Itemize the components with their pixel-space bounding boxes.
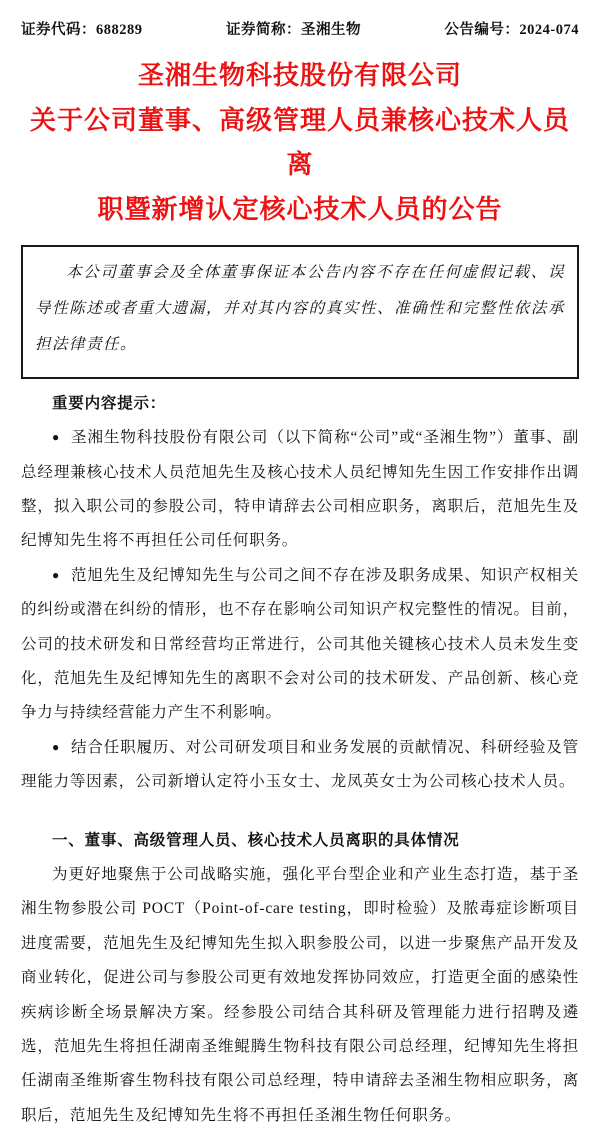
document-title: [21, 53, 579, 232]
important-notice-heading: 重要内容提示：: [52, 394, 167, 412]
bullet-icon: ●: [52, 430, 61, 445]
bullet-icon: ●: [52, 567, 61, 582]
document-title-line-1: 圣湘生物科技股份有限公司: [137, 60, 462, 90]
bullet-icon: ●: [52, 739, 61, 754]
announcement-number: [444, 18, 579, 39]
section-1-paragraph: 为更好地聚焦于公司战略实施，强化平台型企业和产业生态打造，基于圣湘生物参股公司 POCT（Point-of-care testing，即时检验）及脓毒症诊断项目进度需要，范旭先生及纪博知先生拟入职参股公司，以进一步聚焦产品开发及商业转化，促进公司与参股公司更有效地发挥协同效应，打造更全面的感染性疾病诊断全场景解决方案。经参股公司结合其科研及管理能力进行招聘及遴选，范旭先生将担任湖南圣维鲲腾生物科技有限公司总经理，纪博知先生将担任湖南圣维斯睿生物科技有限公司总经理，特申请辞去圣湘生物相应职务，离职后，范旭先生及纪博知先生将不再担任圣湘生物任何职务。: [21, 866, 579, 1124]
announcement-number-value: 2024-074: [519, 22, 579, 38]
notice-bullet-3: [21, 731, 579, 800]
stock-code-label: 证券代码：: [21, 22, 96, 38]
notice-bullet-2: [21, 559, 579, 731]
notice-bullet-1-text: 圣湘生物科技股份有限公司（以下简称“公司”或“圣湘生物”）董事、副总经理兼核心技术人员范旭先生及核心技术人员纪博知先生因工作安排作出调整，拟入职公司的参股公司，特申请辞去公司相应职务，离职后，范旭先生及纪博知先生将不再担任公司任何职务。: [21, 429, 579, 550]
stock-code: [21, 18, 143, 39]
document-body: [21, 387, 579, 1133]
board-disclaimer-box: [21, 245, 579, 379]
stock-abbr-value: 圣湘生物: [300, 22, 361, 38]
notice-bullet-2-text: 范旭先生及纪博知先生与公司之间不存在涉及职务成果、知识产权相关的纠纷或潜在纠纷的情形，也不存在影响公司知识产权完整性的情况。目前，公司的技术研发和日常经营均正常进行，公司其他关键核心技术人员未发生变化，范旭先生及纪博知先生的离职不会对公司的技术研发、产品创新、核心竞争力与持续经营能力产生不利影响。: [21, 566, 579, 722]
announcement-number-label: 公告编号：: [444, 22, 520, 38]
stock-abbr: [226, 18, 361, 39]
section-1-heading: 一、董事、高级管理人员、核心技术人员离职的具体情况: [52, 831, 460, 849]
stock-abbr-label: 证券简称：: [225, 22, 301, 38]
document-title-line-3: 职暨新增认定核心技术人员的公告: [97, 194, 503, 225]
document-header: [21, 18, 579, 39]
document-title-line-2: 关于公司董事、高级管理人员兼核心技术人员离: [29, 104, 570, 180]
stock-code-value: 688289: [96, 22, 143, 38]
notice-bullet-3-text: 结合任职履历、对公司研发项目和业务发展的贡献情况、科研经验及管理能力等因素，公司新增认定符小玉女士、龙凤英女士为公司核心技术人员。: [21, 738, 579, 791]
board-disclaimer-text: 本公司董事会及全体董事保证本公告内容不存在任何虚假记载、误导性陈述或者重大遗漏，并对其内容的真实性、准确性和完整性依法承担法律责任。: [35, 263, 565, 353]
notice-bullet-1: [21, 421, 579, 559]
